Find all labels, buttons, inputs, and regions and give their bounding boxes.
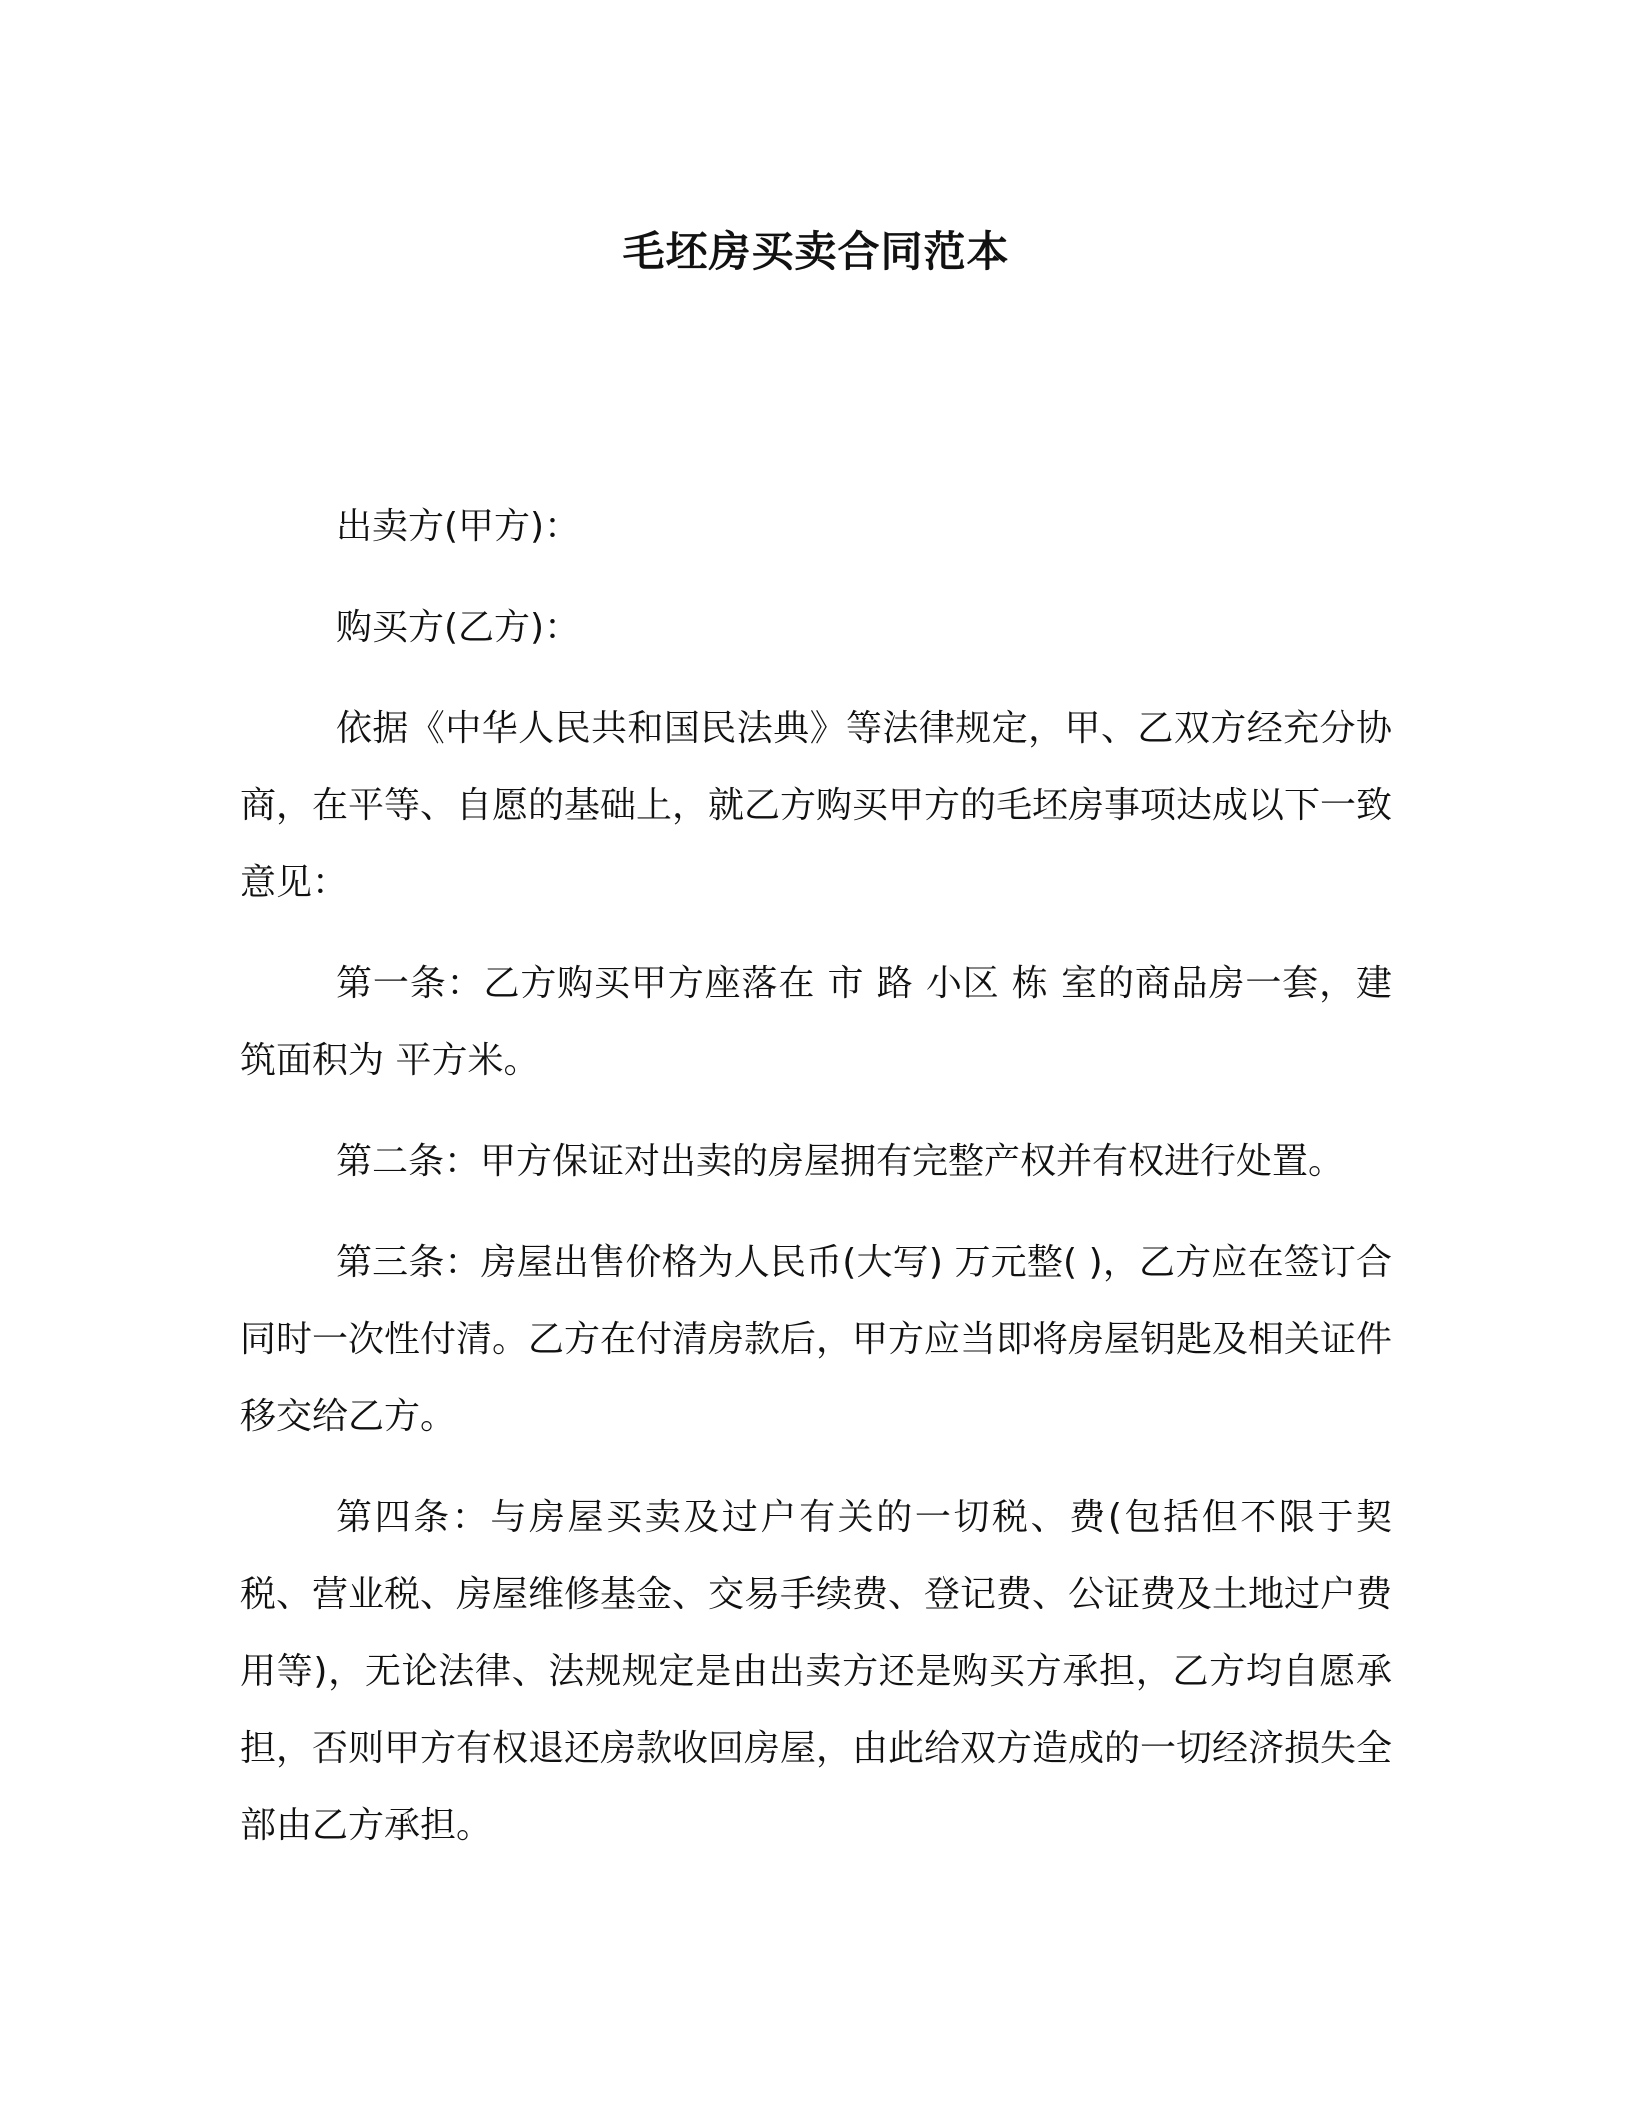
document-title: 毛坯房买卖合同范本 bbox=[622, 227, 1010, 276]
article-3: 第三条：房屋出售价格为人民币(大写) 万元整( )，乙方应在签订合同时一次性付清。乙方在付清房款后，甲方应当即将房屋钥匙及相关证件移交给乙方。 bbox=[240, 1242, 1393, 1437]
buyer-line: 购买方(乙方)： bbox=[336, 607, 581, 648]
article-1: 第一条：乙方购买甲方座落在 市 路 小区 栋 室的商品房一套，建筑面积为 平方米。 bbox=[240, 963, 1392, 1081]
article-4: 第四条：与房屋买卖及过户有关的一切税、费(包括但不限于契税、营业税、房屋维修基金、交易手续费、登记费、公证费及土地过户费用等)，无论法律、法规规定是由出卖方还是购买方承担，乙方均自愿承担，否则甲方有权退还房款收回房屋，由此给双方造成的一切经济损失全部由乙方承担。 bbox=[240, 1497, 1393, 1846]
contract-body bbox=[240, 488, 1392, 1888]
preamble-paragraph: 依据《中华人民共和国民法典》等法律规定，甲、乙双方经充分协商，在平等、自愿的基础上，就乙方购买甲方的毛坯房事项达成以下一致意见： bbox=[240, 708, 1393, 903]
article-2: 第二条：甲方保证对出卖的房屋拥有完整产权并有权进行处置。 bbox=[336, 1141, 1345, 1182]
seller-line: 出卖方(甲方)： bbox=[336, 506, 581, 547]
